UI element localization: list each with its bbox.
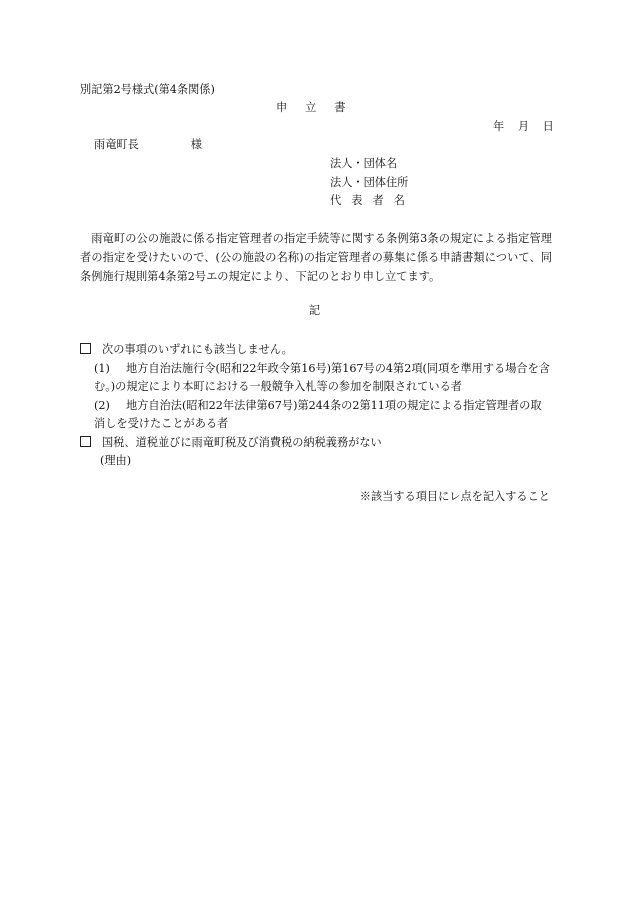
- date-line: 年 月 日: [493, 120, 554, 133]
- check-item-label: 次の事項のいずれにも該当しません。: [102, 343, 293, 356]
- checkbox-no-tax-obligation[interactable]: [80, 436, 91, 447]
- sub-item-1: [94, 360, 552, 397]
- sub-item-text: 地方自治法施行令(昭和22年政令第16号)第167号の4第2項(同項を準用する場合を含む。)の規定により本町における一般競争入札等の参加を制限されている者: [94, 362, 550, 394]
- ki-heading: 記: [309, 304, 321, 317]
- check-item-label: 国税、道税並びに雨竜町税及び消費税の納税義務がない: [102, 436, 382, 449]
- document-title: 申立書: [276, 101, 364, 114]
- check-item-no-tax-obligation: [80, 434, 382, 452]
- addressee: [94, 137, 202, 154]
- sub-item-number: (2): [94, 399, 110, 412]
- corporate-name-field: 法人・団体名: [330, 157, 398, 170]
- check-item-not-applicable: [80, 341, 293, 359]
- footnote: ※該当する項目にレ点を記入すること: [359, 490, 550, 503]
- sub-item-2: [94, 397, 552, 434]
- corporate-address-field: 法人・団体住所: [330, 176, 409, 189]
- representative-field: 代表者名: [330, 194, 416, 207]
- addressee-honorific: 様: [190, 138, 202, 151]
- addressee-name: 雨竜町長: [94, 138, 139, 151]
- checkbox-not-applicable[interactable]: [80, 343, 91, 354]
- sub-item-text: 地方自治法(昭和22年法律第67号)第244条の2第11項の規定による指定管理者の取消しを受けたことがある者: [94, 399, 542, 431]
- body-paragraph: 雨竜町の公の施設に係る指定管理者の指定手続等に関する条例第3条の規定による指定管理者の指定を受けたいので、(公の施設の名称)の指定管理者の募集に係る申請書類について、同条例施行規則第4条第2号エの規定により、下記のとおり申し立てます。: [80, 232, 552, 284]
- sub-item-number: (1): [94, 362, 110, 375]
- reason-label: (理由): [100, 454, 132, 467]
- form-label: 別記第2号様式(第4条関係): [80, 83, 215, 96]
